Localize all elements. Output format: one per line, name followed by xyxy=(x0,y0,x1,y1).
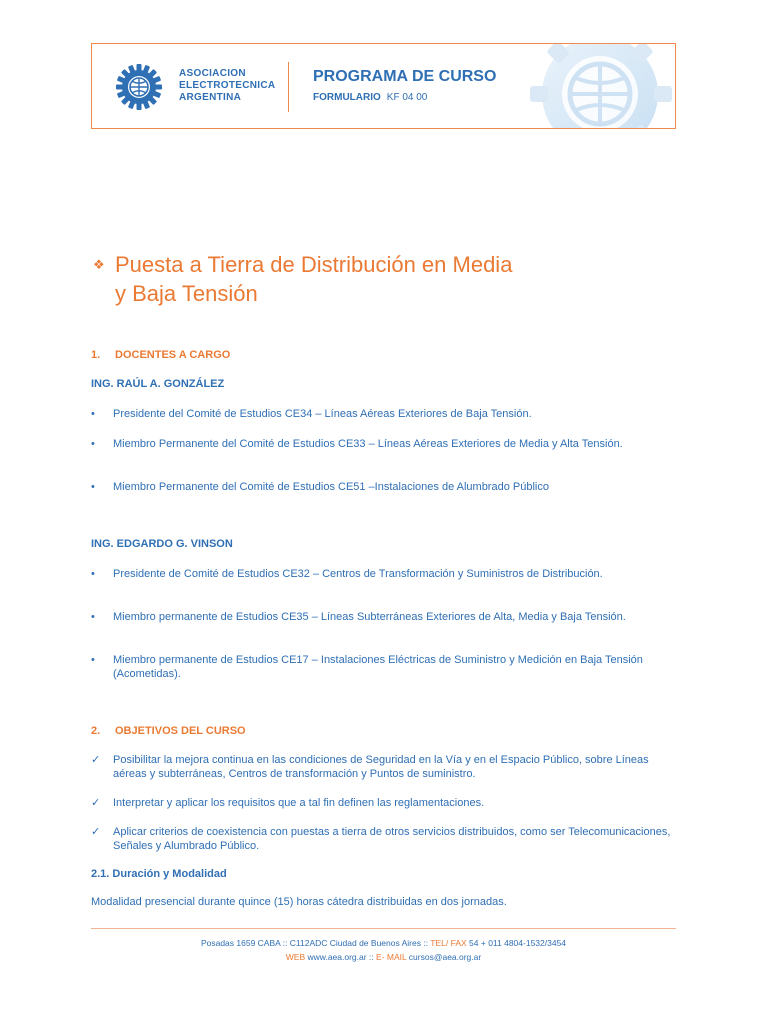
footer-divider xyxy=(91,928,676,929)
section-title: OBJETIVOS DEL CURSO xyxy=(115,725,246,737)
list-item xyxy=(91,437,671,451)
list-item xyxy=(91,407,671,421)
list-item xyxy=(91,610,671,624)
list-item xyxy=(91,567,671,581)
aea-gear-logo-icon xyxy=(116,64,162,110)
bullet-dot-icon: • xyxy=(91,438,95,450)
teacher-name: ING. EDGARDO G. VINSON xyxy=(91,538,233,550)
header-divider xyxy=(288,62,289,112)
course-title xyxy=(93,250,512,308)
list-item xyxy=(91,753,671,781)
checkmark-icon: ✓ xyxy=(91,754,101,766)
org-name-line1: ASOCIACION xyxy=(179,68,246,79)
list-item xyxy=(91,653,671,681)
section-title: DOCENTES A CARGO xyxy=(115,349,231,361)
course-title-line2: y Baja Tensión xyxy=(115,281,258,306)
organization-name xyxy=(179,68,275,104)
footer-web-link[interactable]: www.aea.org.ar :: xyxy=(307,952,374,962)
program-title: PROGRAMA DE CURSO xyxy=(313,68,497,85)
list-item xyxy=(91,480,671,494)
bullet-dot-icon: • xyxy=(91,611,95,623)
checkmark-icon: ✓ xyxy=(91,826,101,838)
bullet-dot-icon: • xyxy=(91,568,95,580)
list-item-text: Posibilitar la mejora continua en las condiciones de Seguridad en la Vía y en el Espacio Público, sobre Líneas aéreas y subterráneas, Centros de transformación y Puntos de suministro. xyxy=(113,754,649,780)
teacher-name: ING. RAÚL A. GONZÁLEZ xyxy=(91,378,225,390)
footer-tel-value: 54 + 011 4804-1532/3454 xyxy=(469,938,567,948)
course-title-text1: Puesta a Tierra de Distribución en Media xyxy=(115,252,513,277)
list-item-text: Presidente del Comité de Estudios CE34 – Líneas Aéreas Exteriores de Baja Tensión. xyxy=(113,408,532,420)
document-header xyxy=(91,43,676,129)
list-item-text: Miembro permanente de Estudios CE35 – Líneas Subterráneas Exteriores de Alta, Media y Baja Tensión. xyxy=(113,611,626,623)
list-item xyxy=(91,796,671,810)
diamond-bullet-icon: ❖ xyxy=(93,257,105,272)
footer-email-link[interactable]: cursos@aea.org.ar xyxy=(408,952,482,962)
list-item-text: Aplicar criterios de coexistencia con puestas a tierra de otros servicios distribuidos, como ser Telecomunicaciones, Señales y Alumbrado Público. xyxy=(113,826,671,852)
footer-line-2 xyxy=(91,950,676,964)
section-1-heading xyxy=(91,349,230,361)
bullet-dot-icon: • xyxy=(91,481,95,493)
course-title-line1 xyxy=(93,250,512,279)
bullet-dot-icon: • xyxy=(91,654,95,666)
modality-text: Modalidad presencial durante quince (15) horas cátedra distribuidas en dos jornadas. xyxy=(91,896,507,908)
form-code: KF 04 00 xyxy=(386,92,428,103)
footer-tel-label: TEL/ FAX xyxy=(430,938,467,948)
duration-subheading: 2.1. Duración y Modalidad xyxy=(91,868,227,880)
list-item-text: Presidente de Comité de Estudios CE32 – Centros de Transformación y Suministros de Distribución. xyxy=(113,568,603,580)
footer-email-label: E- MAIL xyxy=(376,952,407,962)
section-number: 1. xyxy=(91,349,101,361)
aea-gear-watermark-icon xyxy=(522,43,676,129)
bullet-dot-icon: • xyxy=(91,408,95,420)
list-item-text: Miembro permanente de Estudios CE17 – Instalaciones Eléctricas de Suministro y Medición en Baja Tensión (Acometidas). xyxy=(113,654,643,680)
list-item xyxy=(91,825,671,853)
list-item-text: Miembro Permanente del Comité de Estudios CE33 – Líneas Aéreas Exteriores de Media y Alta Tensión. xyxy=(113,438,623,450)
section-2-heading xyxy=(91,725,246,737)
footer-web-label: WEB xyxy=(285,952,306,962)
org-name-line2: ELECTROTECNICA xyxy=(179,80,276,91)
form-label: FORMULARIO xyxy=(313,92,381,103)
list-item-text: Interpretar y aplicar los requisitos que a tal fin definen las reglamentaciones. xyxy=(113,797,485,809)
footer-line-1 xyxy=(91,936,676,950)
list-item-text: Miembro Permanente del Comité de Estudios CE51 –Instalaciones de Alumbrado Público xyxy=(113,481,549,493)
form-code-line xyxy=(313,92,427,103)
section-number: 2. xyxy=(91,725,101,737)
org-name-line3: ARGENTINA xyxy=(179,92,242,103)
footer-address: Posadas 1659 CABA :: C112ADC Ciudad de Buenos Aires :: xyxy=(200,938,429,948)
document-footer xyxy=(91,936,676,964)
checkmark-icon: ✓ xyxy=(91,797,101,809)
